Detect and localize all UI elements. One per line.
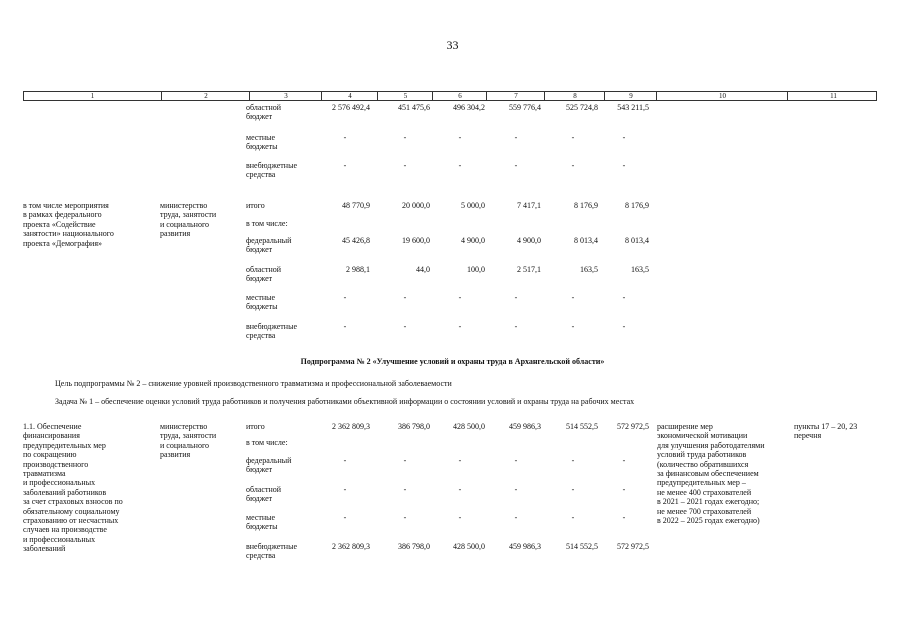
source-label: внебюджетные [246, 542, 297, 551]
value-cell: 20 000,0 [402, 201, 430, 210]
value-cell: 7 417,1 [517, 201, 541, 210]
value-cell: 459 986,3 [509, 542, 541, 551]
value-cell: 459 986,3 [509, 422, 541, 431]
source-label: местные [246, 513, 276, 522]
cell-dash: - [622, 513, 626, 522]
subprogram-title: Подпрограмма № 2 «Улучшение условий и охраны труда в Архангельской области» [300, 357, 605, 366]
source-label: федеральный [246, 456, 292, 465]
cell-dash: - [571, 485, 575, 494]
activity-name: заболеваний [23, 544, 66, 554]
cell-dash: - [571, 513, 575, 522]
cell-dash: - [343, 133, 347, 142]
cell-dash: - [458, 456, 462, 465]
activity-name: занятости» национального [23, 229, 114, 239]
value-cell: 163,5 [580, 265, 598, 274]
expected-result: не менее 400 страхователей [657, 487, 752, 497]
executor: труда, занятости [160, 210, 217, 220]
source-label: бюджеты [246, 302, 278, 312]
executor: и социального [160, 219, 210, 229]
activity-name: проекта «Содействие [23, 219, 96, 229]
executor: труда, занятости [160, 431, 217, 441]
cell-dash: - [571, 161, 575, 170]
header-col-10: 10 [656, 92, 788, 100]
source-label: бюджет [246, 112, 273, 122]
cell-dash: - [343, 322, 347, 331]
expected-result: экономической мотивации [657, 431, 748, 441]
source-label: внебюджетные [246, 322, 297, 331]
source-label: бюджеты [246, 142, 278, 152]
expected-result: для улучшения работодателями [657, 440, 765, 450]
activity-name: случаев на производстве [23, 525, 107, 535]
source-label: федеральный [246, 236, 292, 245]
cell-dash: - [403, 161, 407, 170]
source-label: местные [246, 293, 276, 302]
expected-result: в 2021 – 2021 годах ежегодно; [657, 497, 760, 507]
source-label: областной [246, 485, 282, 494]
value-cell: 451 475,6 [398, 103, 430, 112]
value-cell: 2 576 492,4 [332, 103, 370, 112]
expected-result: расширение мер [657, 422, 713, 431]
expected-result: за финансовым обеспечением [657, 469, 759, 478]
header-col-5: 5 [377, 92, 433, 100]
cell-dash: - [403, 133, 407, 142]
cell-dash: - [622, 293, 626, 302]
cell-dash: - [403, 322, 407, 331]
header-col-2: 2 [161, 92, 250, 100]
cell-dash: - [514, 322, 518, 331]
source-label: бюджет [246, 465, 273, 475]
cell-dash: - [514, 485, 518, 494]
source-label: местные [246, 133, 276, 142]
table-header-row [23, 91, 877, 101]
value-cell: 2 988,1 [346, 265, 370, 274]
activity-name: и профессиональных [23, 534, 96, 544]
executor: министерство [160, 201, 208, 210]
cell-dash: - [458, 322, 462, 331]
cell-dash: - [343, 293, 347, 302]
source-label: областной [246, 103, 282, 112]
value-cell: 8 176,9 [625, 201, 649, 210]
value-cell: 572 972,5 [617, 422, 649, 431]
value-cell: 163,5 [631, 265, 649, 274]
page-number: 33 [446, 38, 459, 52]
activity-name: финансирования [23, 431, 80, 441]
executor: развития [160, 450, 191, 460]
itogo-label: итого [246, 422, 265, 431]
cell-dash: - [571, 293, 575, 302]
cell-dash: - [622, 485, 626, 494]
cell-dash: - [458, 513, 462, 522]
value-cell: 496 304,2 [453, 103, 485, 112]
cell-dash: - [343, 513, 347, 522]
source-label: бюджет [246, 274, 273, 284]
value-cell: 5 000,0 [461, 201, 485, 210]
cell-dash: - [458, 293, 462, 302]
value-cell: 2 362 809,3 [332, 422, 370, 431]
itogo-label: итого [246, 201, 265, 210]
source-label: областной [246, 265, 282, 274]
cell-dash: - [514, 161, 518, 170]
activity-name: проекта «Демография» [23, 238, 102, 248]
cell-dash: - [622, 161, 626, 170]
cell-dash: - [622, 456, 626, 465]
cell-dash: - [403, 293, 407, 302]
value-cell: 45 426,8 [342, 236, 370, 245]
header-col-11: 11 [787, 92, 879, 100]
cell-dash: - [458, 161, 462, 170]
executor: и социального [160, 440, 210, 450]
header-col-1: 1 [90, 92, 95, 100]
expected-result: предупредительных мер – [657, 478, 746, 488]
activity-name: в том числе мероприятия [23, 201, 109, 210]
cell-dash: - [458, 133, 462, 142]
source-label: внебюджетные [246, 161, 297, 170]
activity-name: обязательному социальному [23, 506, 120, 516]
value-cell: 428 500,0 [453, 422, 485, 431]
activity-name: травматизма [23, 469, 66, 478]
value-cell: 4 900,0 [517, 236, 541, 245]
cell-dash: - [403, 456, 407, 465]
cell-dash: - [571, 322, 575, 331]
value-cell: 19 600,0 [402, 236, 430, 245]
header-col-8: 8 [544, 92, 605, 100]
activity-name: 1.1. Обеспечение [23, 422, 82, 431]
value-cell: 572 972,5 [617, 542, 649, 551]
cell-dash: - [514, 456, 518, 465]
cell-dash: - [622, 133, 626, 142]
source-label: средства [246, 551, 276, 561]
value-cell: 48 770,9 [342, 201, 370, 210]
reference: перечня [794, 431, 822, 441]
activity-name: и профессиональных [23, 478, 96, 488]
header-col-4: 4 [321, 92, 378, 100]
cell-dash: - [571, 133, 575, 142]
value-cell: 543 211,5 [617, 103, 649, 112]
value-cell: 386 798,0 [398, 422, 430, 431]
value-cell: 4 900,0 [461, 236, 485, 245]
value-cell: 8 013,4 [574, 236, 598, 245]
activity-name: за счет страховых взносов по [23, 497, 123, 507]
source-label: средства [246, 331, 276, 341]
in-total-label: в том числе: [246, 219, 288, 228]
header-col-9: 9 [604, 92, 657, 100]
value-cell: 100,0 [467, 265, 485, 274]
source-label: бюджет [246, 245, 273, 255]
cell-dash: - [403, 485, 407, 494]
executor: министерство [160, 422, 208, 431]
value-cell: 8 013,4 [625, 236, 649, 245]
activity-name: в рамках федерального [23, 210, 102, 220]
activity-name: предупредительных мер [23, 440, 106, 450]
task-text: Задача № 1 – обеспечение оценки условий труда работников и получения работниками объективной информации о состоянии условий и охраны труда на рабочих местах [55, 397, 635, 406]
in-total-label: в том числе: [246, 438, 288, 447]
activity-name: по сокращению [23, 450, 77, 460]
expected-result: в 2022 – 2025 годах ежегодно) [657, 516, 760, 525]
activity-name: страхованию от несчастных [23, 516, 119, 525]
source-label: средства [246, 170, 276, 180]
cell-dash: - [343, 485, 347, 494]
value-cell: 2 362 809,3 [332, 542, 370, 551]
activity-name: заболеваний работников [23, 487, 107, 497]
source-label: бюджеты [246, 522, 278, 532]
source-label: бюджет [246, 494, 273, 504]
activity-name: производственного [23, 459, 89, 469]
cell-dash: - [458, 485, 462, 494]
cell-dash: - [514, 513, 518, 522]
value-cell: 8 176,9 [574, 201, 598, 210]
value-cell: 2 517,1 [517, 265, 541, 274]
value-cell: 386 798,0 [398, 542, 430, 551]
value-cell: 428 500,0 [453, 542, 485, 551]
value-cell: 44,0 [416, 265, 430, 274]
value-cell: 525 724,8 [566, 103, 598, 112]
cell-dash: - [403, 513, 407, 522]
expected-result: условий труда работников [657, 450, 747, 460]
value-cell: 559 776,4 [509, 103, 541, 112]
value-cell: 514 552,5 [566, 422, 598, 431]
cell-dash: - [514, 293, 518, 302]
header-col-6: 6 [432, 92, 487, 100]
cell-dash: - [622, 322, 626, 331]
cell-dash: - [343, 161, 347, 170]
cell-dash: - [514, 133, 518, 142]
value-cell: 514 552,5 [566, 542, 598, 551]
cell-dash: - [571, 456, 575, 465]
cell-dash: - [343, 456, 347, 465]
reference: пункты 17 – 20, 23 [794, 422, 858, 431]
expected-result: не менее 700 страхователей [657, 506, 752, 516]
expected-result: (количество обратившихся [657, 459, 749, 469]
executor: развития [160, 229, 191, 239]
goal-text: Цель подпрограммы № 2 – снижение уровней производственного травматизма и профессиональной заболеваемости [55, 379, 452, 388]
header-col-3: 3 [249, 92, 322, 100]
header-col-7: 7 [486, 92, 545, 100]
